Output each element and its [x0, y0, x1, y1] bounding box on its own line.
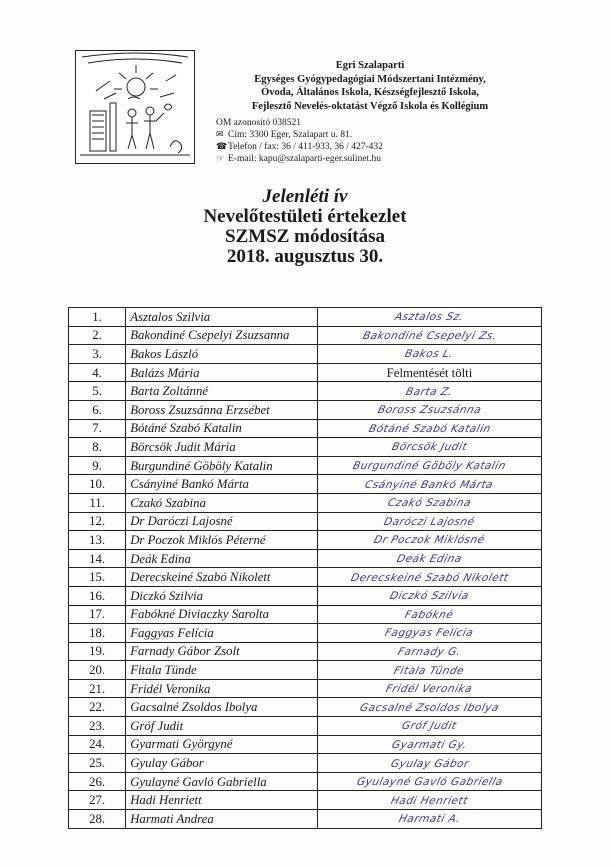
row-number: 9. — [69, 456, 126, 475]
handwritten-signature: Gróf Judit — [400, 720, 459, 733]
signature-cell — [317, 438, 541, 457]
handwritten-signature: Gyarmati Gy. — [390, 738, 469, 751]
address-row — [216, 129, 383, 141]
signature-cell — [317, 642, 541, 661]
row-number: 23. — [69, 717, 126, 736]
row-number: 2. — [69, 326, 126, 345]
handwritten-signature: Daróczi Lajosné — [382, 515, 477, 528]
signature-cell — [317, 419, 541, 438]
handwritten-signature: Farnady G. — [396, 645, 463, 658]
row-number: 6. — [69, 400, 126, 419]
staff-name: Bakos László — [126, 345, 318, 364]
row-number: 13. — [69, 531, 126, 550]
envelope-icon: ✉ — [216, 130, 224, 140]
handwritten-signature: Bakos L. — [403, 348, 456, 361]
signature-cell — [317, 586, 541, 605]
handwritten-signature: Barta Z. — [404, 385, 455, 398]
row-number: 28. — [69, 810, 126, 829]
row-number: 24. — [69, 735, 126, 754]
staff-name: Gyulay Gábor — [126, 754, 318, 773]
phone-row — [216, 141, 383, 153]
handwritten-signature: Fridél Veronika — [384, 683, 474, 696]
signature-cell — [317, 679, 541, 698]
signature-cell — [317, 810, 541, 829]
row-number: 11. — [69, 493, 126, 512]
staff-name: Derecskeiné Szabó Nikolett — [126, 568, 318, 587]
row-number: 20. — [69, 661, 126, 680]
staff-name: Balázs Mária — [126, 363, 318, 382]
row-number: 27. — [69, 791, 126, 810]
handwritten-signature: Bakondiné Csepelyi Zs. — [361, 329, 498, 342]
table-row — [69, 549, 542, 568]
table-row — [69, 400, 542, 419]
phone-text: Telefon / fax: 36 / 411-933, 36 / 427-432 — [228, 142, 383, 152]
row-number: 18. — [69, 624, 126, 643]
staff-name: Gyulayné Gavló Gabriella — [126, 772, 318, 791]
signature-cell — [317, 661, 541, 680]
table-row — [69, 419, 542, 438]
table-row — [69, 308, 542, 327]
address-text: Cím: 3300 Eger, Szalapart u. 81. — [228, 130, 353, 140]
signature-cell — [317, 605, 541, 624]
staff-name: Farnady Gábor Zsolt — [126, 642, 318, 661]
table-row — [69, 605, 542, 624]
handwritten-signature: Deák Edina — [395, 553, 464, 566]
signature-cell — [317, 791, 541, 810]
signature-cell — [317, 326, 541, 345]
signature-cell — [317, 754, 541, 773]
title-attendance-sheet: Jelenléti ív — [262, 186, 348, 207]
contact-block — [216, 117, 383, 165]
signature-cell — [317, 568, 541, 587]
handwritten-signature: Harmati A. — [397, 813, 462, 826]
handwritten-signature: Derecskeiné Szabó Nikolett — [349, 571, 510, 584]
table-row — [69, 568, 542, 587]
signature-cell — [317, 531, 541, 550]
handwritten-signature: Boross Zsuzsánna — [376, 404, 483, 417]
table-row — [69, 642, 542, 661]
staff-name: Hadi Henriett — [126, 791, 318, 810]
row-number: 22. — [69, 698, 126, 717]
handwritten-signature: Gyulayné Gavló Gabriella — [355, 776, 504, 789]
signature-cell — [317, 345, 541, 364]
school-logo-drawing — [76, 51, 194, 163]
signature-cell — [317, 549, 541, 568]
signature-cell — [317, 735, 541, 754]
table-row — [69, 810, 542, 829]
signature-cell — [317, 512, 541, 531]
staff-name: Barta Zoltánné — [126, 382, 318, 401]
signature-cell — [317, 772, 541, 791]
handwritten-signature: Dr Poczok Miklósné — [372, 534, 487, 547]
staff-name: Asztalos Szilvia — [126, 308, 318, 327]
title-subject: SZMSZ módosítása — [225, 226, 385, 247]
handwritten-signature: Czakó Szabina — [386, 497, 473, 510]
staff-name: Fitala Tünde — [126, 661, 318, 680]
handwritten-signature: Hadi Henriett — [389, 794, 470, 807]
table-row — [69, 717, 542, 736]
row-number: 17. — [69, 605, 126, 624]
email-text: E-mail: kapu@szalaparti-eger.sulinet.hu — [228, 154, 382, 164]
staff-name: Gróf Judit — [126, 717, 318, 736]
handwritten-signature: Asztalos Sz. — [393, 311, 466, 324]
staff-name: Faggyas Felícia — [126, 624, 318, 643]
staff-name: Börcsök Judit Mária — [126, 438, 318, 457]
institution-logo — [75, 50, 195, 164]
handwritten-signature: Faggyas Felícia — [383, 627, 476, 640]
staff-name: Fridél Veronika — [126, 679, 318, 698]
staff-name: Bótáné Szabó Katalin — [126, 419, 318, 438]
institution-line-1: Egri Szalaparti — [335, 60, 405, 71]
handwritten-signature: Fitala Tünde — [392, 664, 466, 677]
signature-cell — [317, 308, 541, 327]
table-row — [69, 698, 542, 717]
staff-name: Dr Poczok Miklós Péterné — [126, 531, 318, 550]
signature-cell — [317, 456, 541, 475]
staff-name: Harmati Andrea — [126, 810, 318, 829]
email-row — [216, 153, 383, 165]
staff-name: Bakondiné Csepelyi Zsuzsanna — [126, 326, 318, 345]
handwritten-signature: Burgundiné Göböly Katalin — [351, 460, 508, 473]
table-row — [69, 345, 542, 364]
table-row — [69, 735, 542, 754]
staff-name: Fabókné Diviaczky Sarolta — [126, 605, 318, 624]
table-row — [69, 512, 542, 531]
table-row — [69, 661, 542, 680]
row-number: 10. — [69, 475, 126, 494]
table-row — [69, 382, 542, 401]
email-hand-icon: ☞ — [216, 154, 225, 164]
staff-name: Gacsalné Zsoldos Ibolya — [126, 698, 318, 717]
row-number: 19. — [69, 642, 126, 661]
table-row — [69, 754, 542, 773]
handwritten-signature: Bótáné Szabó Katalin — [367, 422, 492, 435]
signature-cell — [317, 698, 541, 717]
handwritten-signature: Börcsök Judit — [390, 441, 469, 454]
staff-name: Boross Zsuzsánna Erzsébet — [126, 400, 318, 419]
attendance-table — [68, 307, 542, 829]
row-number: 26. — [69, 772, 126, 791]
handwritten-signature: Diczkó Szilvia — [388, 590, 471, 603]
table-row — [69, 456, 542, 475]
attendance-table-body — [69, 308, 542, 829]
row-number: 21. — [69, 679, 126, 698]
table-row — [69, 772, 542, 791]
signature-cell — [317, 475, 541, 494]
staff-name: Czakó Szabina — [126, 493, 318, 512]
institution-line-3: Óvoda, Általános Iskola, Készségfejlesztő Iskola, — [261, 87, 479, 99]
table-row — [69, 363, 542, 382]
handwritten-signature: Gyulay Gábor — [389, 757, 470, 770]
staff-name: Burgundiné Göböly Katalin — [126, 456, 318, 475]
document-title — [150, 186, 460, 267]
signature-cell — [317, 624, 541, 643]
staff-name: Csányiné Bankó Márta — [126, 475, 318, 494]
signature-cell — [317, 382, 541, 401]
row-number: 25. — [69, 754, 126, 773]
signature-cell — [317, 717, 541, 736]
row-number: 16. — [69, 586, 126, 605]
table-row — [69, 586, 542, 605]
table-row — [69, 624, 542, 643]
institution-line-4: Fejlesztő Nevelés-oktatást Végző Iskola és Kollégium — [251, 100, 489, 112]
staff-name: Gyarmati Györgyné — [126, 735, 318, 754]
institution-line-2: Egységes Gyógypedagógiai Módszertani Intézmény, — [254, 73, 486, 85]
table-row — [69, 438, 542, 457]
institution-name — [200, 59, 540, 113]
row-number: 4. — [69, 363, 126, 382]
om-id: OM azonosító 038521 — [216, 118, 301, 128]
signature-cell — [317, 493, 541, 512]
row-number: 3. — [69, 345, 126, 364]
title-meeting: Nevelőtestületi értekezlet — [203, 206, 407, 227]
handwritten-signature: Gacsalné Zsoldos Ibolya — [358, 701, 501, 714]
table-row — [69, 791, 542, 810]
staff-name: Diczkó Szilvia — [126, 586, 318, 605]
signature-cell — [317, 400, 541, 419]
row-number: 15. — [69, 568, 126, 587]
row-number: 14. — [69, 549, 126, 568]
row-number: 7. — [69, 419, 126, 438]
row-number: 12. — [69, 512, 126, 531]
table-row — [69, 531, 542, 550]
row-number: 5. — [69, 382, 126, 401]
row-number: 8. — [69, 438, 126, 457]
table-row — [69, 475, 542, 494]
staff-name: Deák Edina — [126, 549, 318, 568]
signature-cell — [317, 363, 541, 382]
table-row — [69, 326, 542, 345]
row-number: 1. — [69, 308, 126, 327]
staff-name: Dr Daróczi Lajosné — [126, 512, 318, 531]
handwritten-signature: Fabókné — [403, 608, 456, 621]
exemption-note: Felmentését tölti — [386, 365, 473, 380]
handwritten-signature: Csányiné Bankó Márta — [363, 478, 495, 491]
title-date: 2018. augusztus 30. — [226, 246, 384, 267]
table-row — [69, 679, 542, 698]
table-row — [69, 493, 542, 512]
phone-icon: ☎ — [216, 142, 228, 152]
